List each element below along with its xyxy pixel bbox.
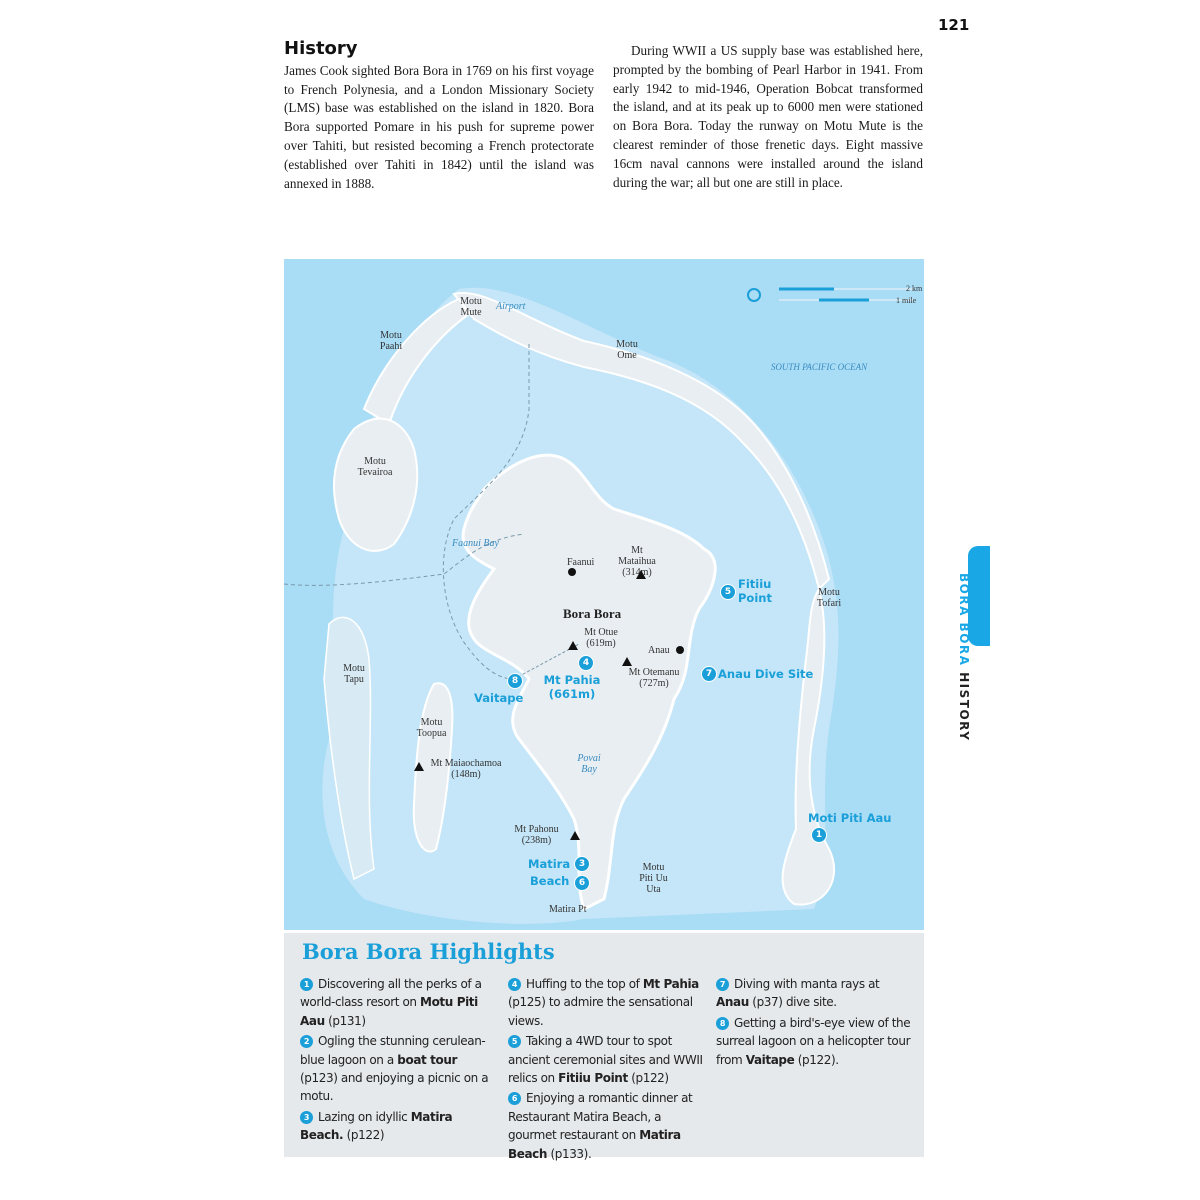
highlight-label-fitiiu-point[interactable]: Fitiiu Point	[738, 577, 772, 605]
highlight-label-mt-pahia[interactable]: Mt Pahia (661m)	[543, 673, 601, 701]
history-column-right	[613, 42, 923, 192]
highlight-item-8: 8 Getting a bird's-eye view of the surreal lagoon on a helicopter tour from Vaitape (p122).	[716, 1015, 911, 1067]
highlight-item-7: 7 Diving with manta rays at Anau (p37) dive site.	[716, 977, 880, 1010]
highlight-item-2: 2 Ogling the stunning cerulean-blue lagoon on a boat tour (p123) and enjoying a picnic on a motu.	[300, 1034, 489, 1104]
number-badge-icon: 3	[300, 1111, 313, 1124]
highlight-marker-3[interactable]: 3	[574, 856, 590, 872]
running-header-topic: HISTORY	[957, 672, 971, 742]
history-column-left	[284, 40, 594, 193]
peak-icon	[622, 657, 632, 666]
highlight-item-4: 4 Huffing to the top of Mt Pahia (p125) to admire the sensational views.	[508, 977, 699, 1028]
label-mt-mataihua: Mt Mataihua (314m)	[618, 545, 656, 578]
highlights-box	[284, 933, 924, 1161]
page-number: 121	[938, 16, 970, 34]
highlight-label-vaitape[interactable]: Vaitape	[474, 691, 524, 705]
highlight-item-3: 3 Lazing on idyllic Matira Beach. (p122)	[300, 1109, 453, 1143]
highlight-item-6: 6 Enjoying a romantic dinner at Restaurant Matira Beach, a gourmet restaurant on Matira Beach (p133).	[508, 1091, 693, 1161]
highlight-item-1: 1 Discovering all the perks of a world-class resort on Motu Piti Aau (p131)	[300, 977, 482, 1028]
number-badge-icon: 5	[508, 1035, 521, 1048]
chapter-tab[interactable]	[968, 546, 990, 646]
highlight-marker-1[interactable]: 1	[811, 827, 827, 843]
peak-icon	[636, 570, 646, 579]
label-mt-maiaochamoa: Mt Maiaochamoa (148m)	[430, 758, 502, 780]
highlights-column-3	[716, 975, 912, 1071]
label-bora-bora: Bora Bora	[563, 606, 622, 621]
label-motu-toopua: Motu Toopua	[416, 717, 447, 739]
number-badge-icon: 1	[300, 978, 313, 991]
highlight-marker-6[interactable]: 6	[574, 875, 590, 891]
scale-km-label: 2 km	[906, 284, 923, 293]
bora-bora-map	[284, 259, 924, 930]
number-badge-icon: 2	[300, 1035, 313, 1048]
highlights-column-1	[300, 975, 496, 1147]
history-paragraph-1: James Cook sighted Bora Bora in 1769 on his first voyage to French Polynesia, and a London Missionary Society (LMS) base was established on the island in 1820. Bora Bora supported Pomare in his push for supreme power over Tahiti, but resisted becoming a French protectorate (established over Tahiti in 1842) until the island was annexed in 1888.	[284, 62, 594, 191]
number-badge-icon: 7	[716, 978, 729, 991]
label-mt-pahonu: Mt Pahonu (238m)	[514, 824, 559, 846]
label-motu-piti-uu-uta: Motu Piti Uu Uta	[639, 862, 668, 895]
number-badge-icon: 4	[508, 978, 521, 991]
highlight-marker-5[interactable]: 5	[720, 584, 736, 600]
highlight-marker-7[interactable]: 7	[701, 666, 717, 682]
scale-mile-label: 1 mile	[896, 296, 917, 305]
running-header-section: BORA BORA	[957, 573, 971, 667]
label-matira-pt: Matira Pt	[549, 904, 587, 915]
town-dot-anau	[676, 646, 684, 654]
highlight-label-anau-dive-site[interactable]: Anau Dive Site	[718, 667, 814, 681]
label-mt-otemanu: Mt Otemanu (727m)	[628, 667, 680, 689]
label-povai-bay: Povai Bay	[577, 753, 601, 775]
peak-icon	[414, 762, 424, 771]
history-heading: History	[284, 38, 358, 59]
label-anau: Anau	[648, 645, 670, 656]
highlight-label-matira[interactable]: Matira	[528, 857, 571, 871]
label-motu-tevairoa: Motu Tevairoa	[357, 456, 393, 478]
history-paragraph-2: During WWII a US supply base was established here, prompted by the bombing of Pearl Harbor in 1941. From early 1942 to mid-1946, Operation Bobcat transformed the island, and at its peak up to 6000 men were stationed on Bora Bora. Today the runway on Motu Mute is the clearest reminder of those frenetic days. Eight massive 16cm naval cannons were installed around the island during the war; all but one are still in place.	[613, 43, 923, 190]
peak-icon	[568, 641, 578, 650]
number-badge-icon: 8	[716, 1017, 729, 1030]
label-mt-otue: Mt Otue (619m)	[584, 627, 618, 649]
highlight-label-motu-piti-aau[interactable]: Moti Piti Aau	[808, 811, 892, 825]
peak-icon	[570, 831, 580, 840]
highlight-label-beach[interactable]: Beach	[530, 874, 570, 888]
label-airport: Airport	[496, 301, 526, 312]
label-motu-tofari: Motu Tofari	[816, 587, 842, 609]
label-motu-mute: Motu Mute	[460, 296, 482, 318]
town-dot-faanui	[568, 568, 576, 576]
running-header	[944, 573, 971, 756]
highlights-title: Bora Bora Highlights	[302, 939, 555, 964]
number-badge-icon: 6	[508, 1092, 521, 1105]
highlight-marker-4[interactable]: 4	[578, 655, 594, 671]
highlight-item-5: 5 Taking a 4WD tour to spot ancient ceremonial sites and WWII relics on Fitiiu Point (p122)	[508, 1034, 703, 1086]
label-faanui-bay: Faanui Bay	[452, 538, 499, 549]
highlight-marker-8[interactable]: 8	[507, 673, 523, 689]
ocean-label: SOUTH PACIFIC OCEAN	[770, 362, 868, 372]
label-motu-paahi: Motu Paahi	[379, 330, 403, 352]
label-motu-ome: Motu Ome	[616, 339, 638, 361]
label-motu-tapu: Motu Tapu	[343, 663, 365, 685]
label-faanui: Faanui	[567, 557, 595, 568]
highlights-column-2	[508, 975, 704, 1165]
